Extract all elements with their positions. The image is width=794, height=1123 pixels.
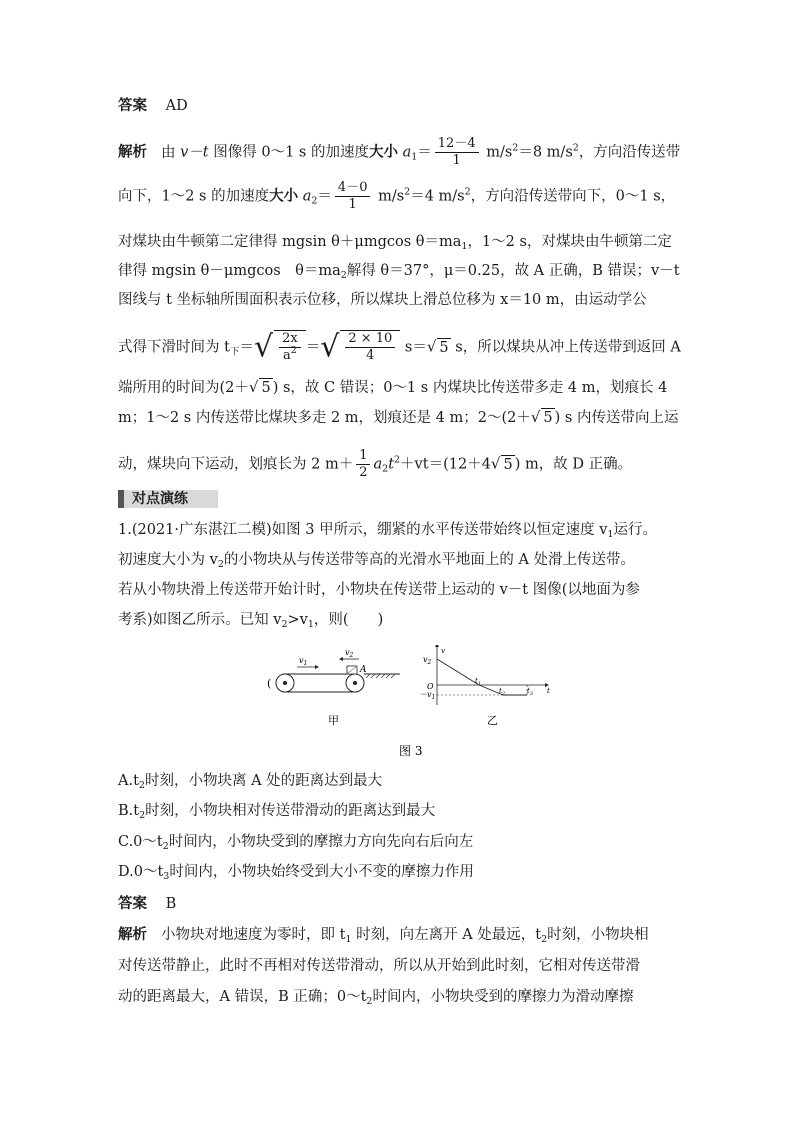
superscript: 2: [464, 186, 471, 198]
sqrt-sign: √: [530, 408, 541, 426]
analysis-label: 解析: [118, 926, 147, 943]
numerator: 2x: [279, 331, 301, 348]
sqrt-body: [274, 330, 306, 364]
numerator: 2 × 10: [345, 331, 395, 348]
fraction: [435, 136, 479, 169]
text: 时间内，小物块受到的摩擦力方向先向右后向左: [168, 834, 474, 850]
option-D: [118, 863, 692, 881]
text: 大小: [269, 187, 299, 205]
sqrt-sign: √: [490, 454, 501, 473]
subscript: 2: [311, 195, 318, 207]
left-pulley-axle: [283, 681, 287, 685]
text: 解得 θ＝37°，μ＝0.25，故 A 正确，B 错误；v－t: [346, 263, 680, 279]
numerator: 4－0: [335, 180, 371, 197]
text: ＝4 m/s: [410, 188, 465, 205]
t2-label: $t_2$: [499, 687, 506, 697]
option-B: [118, 802, 692, 820]
answer-value: B: [165, 896, 177, 912]
subscript: 1: [345, 934, 352, 945]
text: t: [388, 456, 395, 473]
text: ) s 内传送带向上运: [554, 410, 679, 426]
text: 小物块对地速度为零时，即 t: [161, 927, 346, 943]
answer-line-2: [118, 895, 692, 913]
analysis-1-line-9: [118, 448, 692, 481]
text: ，1～2 s，对煤块由牛顿第二定: [467, 234, 672, 250]
subscript: 3: [163, 871, 170, 882]
answer-label: 答案: [118, 97, 147, 114]
text: a: [282, 348, 291, 363]
answer-label: 答案: [118, 895, 147, 912]
analysis-1-line-7: [118, 378, 692, 397]
question-line-1: [118, 521, 692, 539]
left-bracket: (: [267, 677, 272, 690]
option-A: [118, 772, 692, 790]
text: 对煤块由牛顿第二定律得 mgsin θ＋μmgcos θ＝ma: [118, 234, 462, 250]
sqrt-sign: √: [248, 378, 259, 396]
y-neg-v1-label: $-v_1$: [419, 690, 436, 701]
origin-label: O: [427, 682, 434, 691]
text: 动，煤块向下运动，划痕长为 2 m＋: [118, 456, 354, 473]
text: m/s: [481, 144, 513, 161]
t3-label: $t_3$: [527, 687, 534, 697]
sqrt-sign: √: [253, 329, 274, 365]
denominator: 1: [348, 197, 357, 212]
v2-arrowhead: [339, 657, 343, 661]
subscript: 2: [139, 810, 146, 821]
text: 图线与 t 坐标轴所围面积表示位移，所以煤块上滑总位移为 x＝10 m，由运动学公: [118, 292, 647, 308]
text: ＝: [239, 339, 254, 356]
text: 若从小物块滑上传送带开始计时，小物块在传送带上运动的 v－t 图像(以地面为参: [118, 582, 640, 598]
superscript: 2: [404, 186, 411, 198]
subscript: 2: [217, 559, 224, 570]
denominator: 2: [359, 465, 368, 480]
ground-hatch: [366, 674, 395, 678]
subscript: 2: [281, 619, 288, 630]
text: 对传送带静止，此时不再相对传送带滑动，所以从开始到此时刻，它相对传送带滑: [118, 958, 640, 974]
y-v2-label: $v_2$: [423, 655, 432, 666]
subscript: 2: [366, 996, 373, 1007]
text: 时刻，小物块离 A 处的距离达到最大: [144, 773, 383, 789]
caption-yi: 乙: [487, 714, 498, 727]
text: 大小: [368, 143, 398, 161]
sqrt-body: 5: [543, 410, 553, 426]
text: 运行。: [613, 522, 657, 538]
figure-title: 图 3: [399, 744, 423, 758]
analysis-1-line-6: [118, 330, 692, 364]
text: ) m，故 D 正确。: [514, 456, 633, 473]
text: 向下，1～2 s 的加速度: [118, 188, 270, 205]
question-line-3: [118, 581, 692, 599]
sqrt-sign: √: [426, 337, 437, 356]
conveyor-diagram: [267, 648, 400, 692]
text: 律得 mgsin θ－μmgcos θ＝ma: [118, 263, 341, 279]
text: 动的距离最大，A 错误，B 正确；0～t: [118, 989, 367, 1005]
text: 初速度大小为 v: [118, 552, 218, 568]
subscript: 1: [607, 529, 614, 540]
t-axis-label: t: [547, 687, 550, 695]
analysis-2-line-2: [118, 957, 692, 975]
right-pulley-axle: [353, 681, 357, 685]
v-axis-label: v: [441, 647, 445, 655]
superscript: 2: [572, 142, 579, 154]
text: 图像得 0～1 s 的加速度: [208, 144, 369, 161]
point-A-label: A: [360, 665, 367, 675]
text: 式得下滑时间为 t: [118, 339, 230, 356]
v2-label: $v_2$: [345, 648, 354, 659]
superscript: 2: [512, 142, 519, 154]
text: B.t: [118, 803, 140, 819]
text: A.t: [118, 773, 139, 789]
text: ＝: [305, 339, 321, 356]
denominator: 4: [366, 348, 375, 363]
analysis-1-line-3: [118, 233, 692, 251]
option-C: [118, 833, 692, 851]
denominator: 1: [452, 153, 461, 168]
sqrt-sign: √: [320, 329, 340, 365]
text: ，方向沿传送带向下，0～1 s，: [470, 188, 676, 205]
subscript: 1: [461, 241, 468, 252]
analysis-1-line-5: [118, 291, 692, 309]
numerator: 12－4: [435, 136, 479, 153]
text: 时刻，小物块相对传送带滑动的距离达到最大: [145, 803, 436, 819]
superscript: 2: [394, 454, 401, 466]
sqrt-body: [340, 330, 400, 364]
analysis-2-line-1: [118, 926, 692, 944]
subscript: 下: [229, 346, 240, 358]
analysis-1-line-8: [118, 408, 692, 427]
analysis-label: 解析: [118, 143, 147, 161]
text: ) s，故 C 错误；0～1 s 内煤块比传送带多走 4 m，划痕长 4: [272, 380, 668, 396]
text: ＝: [317, 188, 332, 205]
subscript: 2: [340, 270, 347, 281]
text: 考系)如图乙所示。已知 v: [118, 612, 282, 628]
vt-graph: [419, 645, 550, 705]
text: ＋vt＝(12＋4: [400, 456, 491, 473]
section-title: 对点演练: [132, 491, 188, 507]
v1-arrowhead: [315, 665, 319, 669]
sqrt-body: 5: [261, 380, 271, 396]
answer-value: AD: [165, 98, 188, 114]
text: 的小物块从与传送带等高的光滑水平地面上的 A 处滑上传送带。: [223, 552, 636, 568]
text: 时间内，小物块始终受到大小不变的摩擦力作用: [169, 864, 474, 880]
analysis-2-line-3: [118, 988, 692, 1006]
text: 由: [161, 144, 181, 161]
text: s，所以煤块从冲上传送带到返回 A: [450, 339, 681, 356]
text: >v: [287, 612, 308, 628]
text: a: [397, 144, 412, 161]
subscript: 2: [382, 463, 389, 475]
figure-svg: [265, 645, 555, 760]
t1-label: $t_1$: [475, 677, 482, 687]
analysis-1-line-2: [118, 180, 692, 213]
figure-3: [265, 645, 555, 760]
text: ＝: [417, 144, 432, 161]
text: s＝: [400, 339, 427, 356]
fraction: [279, 331, 301, 364]
subscript: 2: [541, 934, 548, 945]
text: a: [298, 188, 312, 205]
fraction: [335, 180, 371, 213]
text: a: [373, 456, 383, 473]
sqrt-body: 5: [503, 456, 513, 473]
subscript: 2: [138, 780, 145, 791]
question-line-2: [118, 551, 692, 569]
v1-label: $v_1$: [299, 656, 308, 667]
text: ，则( ): [313, 612, 384, 628]
text: 1.(2021·广东湛江二模)如图 3 甲所示，绷紧的水平传送带始终以恒定速度 v: [118, 522, 608, 538]
text: C.0～t: [118, 834, 163, 850]
subscript: 2: [162, 841, 169, 852]
text: m/s: [373, 188, 405, 205]
denominator: [279, 345, 301, 364]
text: m；1～2 s 内传送带比煤块多走 2 m，划痕还是 4 m；2～(2＋: [118, 410, 531, 426]
subscript: 1: [411, 151, 418, 163]
text: ，方向沿传送带: [578, 144, 681, 161]
fraction: [345, 331, 395, 364]
v-axis-arrowhead: [435, 645, 439, 647]
text: ＝8 m/s: [518, 144, 573, 161]
sqrt-body: 5: [439, 339, 449, 356]
subscript: 1: [307, 619, 314, 630]
analysis-1-line-1: [118, 136, 692, 169]
question-line-4: [118, 611, 692, 629]
text: 时刻，向左离开 A 处最远，t: [351, 927, 542, 943]
analysis-1-line-4: [118, 262, 692, 280]
text: 端所用的时间为(2＋: [118, 380, 249, 396]
text: 时刻，小物块相: [547, 927, 649, 943]
text: D.0～t: [118, 864, 164, 880]
text: 时间内，小物块受到的摩擦力为滑动摩擦: [372, 989, 634, 1005]
fraction: [356, 448, 370, 481]
caption-jia: 甲: [328, 714, 339, 727]
superscript: 2: [290, 345, 297, 356]
text: v－t: [180, 144, 209, 161]
numerator: 1: [356, 448, 370, 465]
answer-line-1: [118, 97, 692, 115]
